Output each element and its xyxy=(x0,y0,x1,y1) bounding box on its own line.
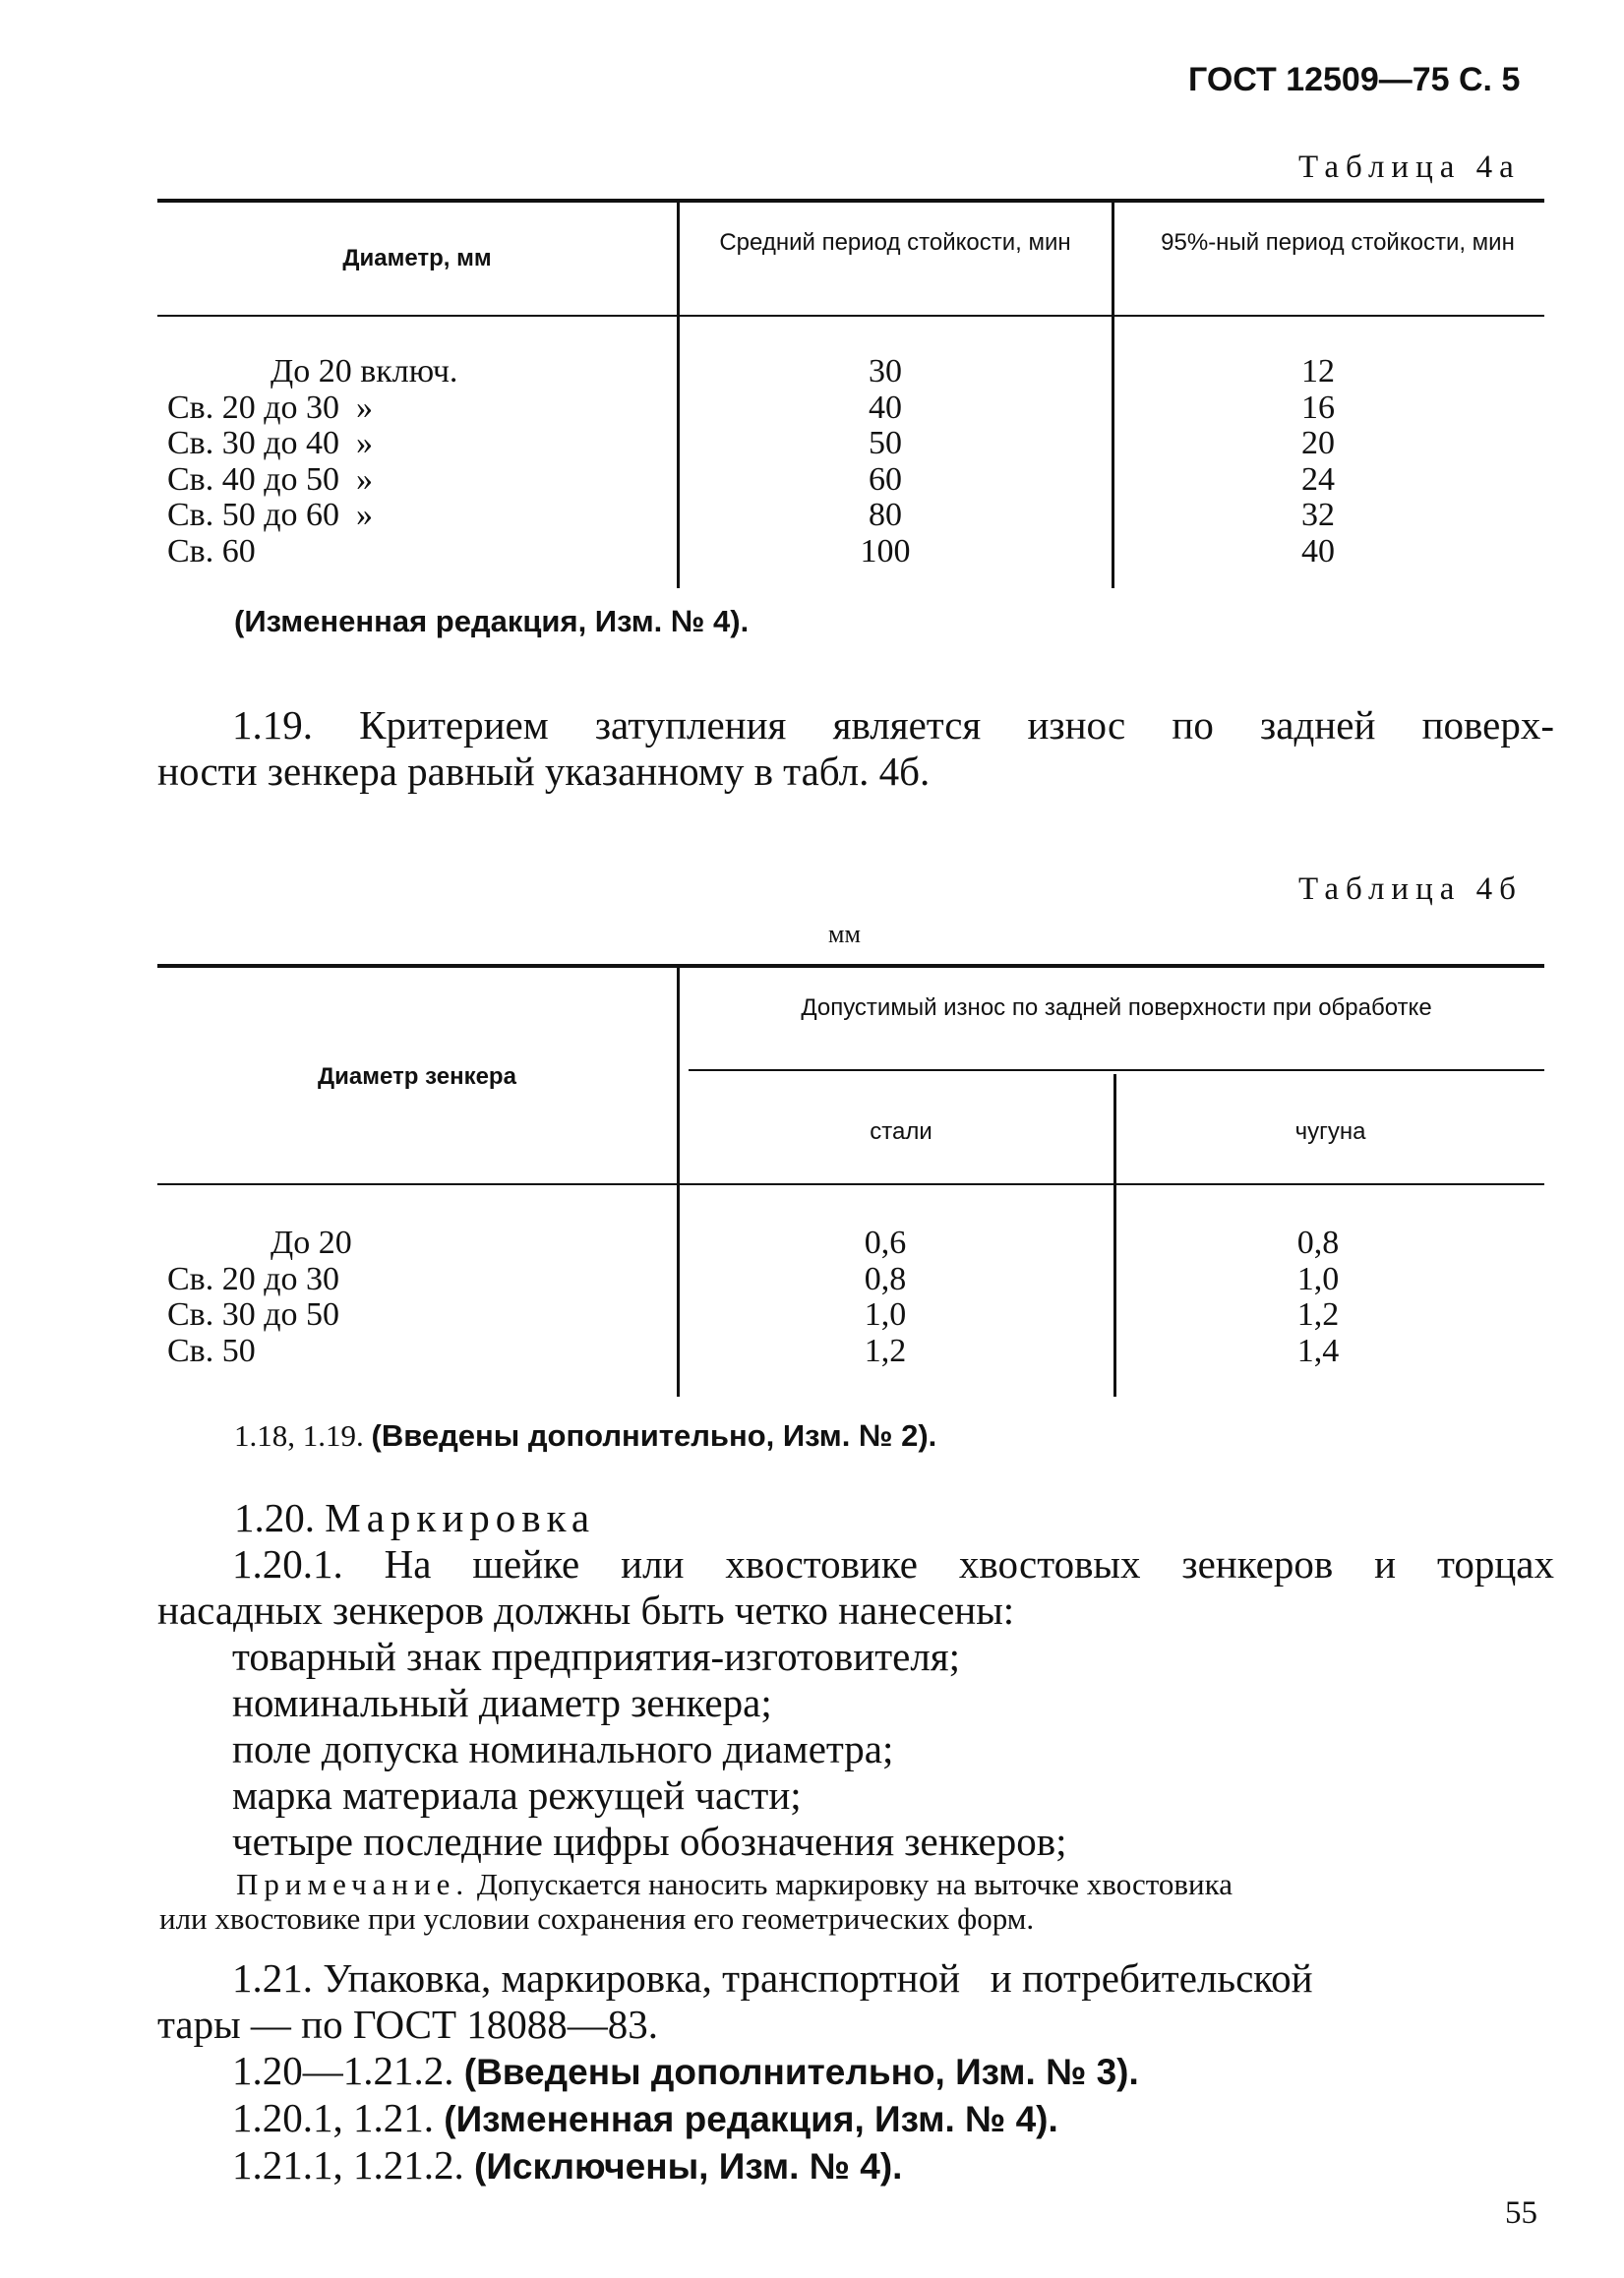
table-cell: 20 xyxy=(1301,425,1335,461)
table-4b-divider-1 xyxy=(677,968,680,1397)
list-item: четыре последние цифры обозначения зенкеров; xyxy=(232,1819,1067,1864)
list-item: номинальный диаметр зенкера; xyxy=(232,1680,772,1725)
page-header: ГОСТ 12509—75 С. 5 xyxy=(1188,61,1521,98)
table-cell: 40 xyxy=(1301,532,1335,570)
table-cell: До 20 xyxy=(271,1225,352,1261)
table-4a-caption: Таблица 4а xyxy=(1298,150,1521,185)
table-4b-caption: Таблица 4б xyxy=(1298,871,1523,907)
list-item: марка материала режущей части; xyxy=(232,1772,802,1818)
ref-prefix: 1.21.1, 1.21.2. xyxy=(232,2142,474,2188)
paragraph-line: 1.21. Упаковка, маркировка, транспортной и потребительской xyxy=(232,1955,1313,2001)
table-cell: Св. 60 xyxy=(167,532,256,570)
table-cell: 50 xyxy=(869,425,902,461)
table-4a-header-95: 95%-ный период стойкости, мин xyxy=(1161,229,1515,256)
table-4b-header-rule xyxy=(157,1183,1544,1185)
table-cell: 40 xyxy=(869,389,902,426)
table-cell: 24 xyxy=(1301,460,1335,498)
paragraph-line: тары — по ГОСТ 18088—83. xyxy=(157,2002,659,2047)
paragraph-1-20-1 xyxy=(157,1541,1554,1634)
ref-bold: (Измененная редакция, Изм. № 4). xyxy=(444,2099,1058,2139)
table-cell: 60 xyxy=(869,460,902,498)
table-cell: Св. 40 до 50 » xyxy=(167,460,374,498)
list-item: товарный знак предприятия-изготовителя; xyxy=(232,1634,961,1679)
table-4b-col-diameter xyxy=(167,1226,659,1369)
table-4b-header-steel: стали xyxy=(870,1118,932,1145)
ref-prefix: 1.20—1.21.2. xyxy=(232,2048,464,2093)
table-4a-col-diameter xyxy=(167,354,659,570)
table-cell: 100 xyxy=(860,532,911,570)
table-4b-col-steel xyxy=(787,1226,984,1369)
table-cell: 0,8 xyxy=(864,1260,907,1297)
table-4b-header-group: Допустимый износ по задней поверхности при обработке xyxy=(801,994,1432,1021)
table-cell: 0,8 xyxy=(1296,1225,1340,1261)
table-4a-header-mean: Средний период стойкости, мин xyxy=(719,229,1071,256)
table-cell: Св. 50 xyxy=(167,1332,256,1369)
note-block xyxy=(159,1867,1554,1936)
section-title: Маркировка xyxy=(325,1495,596,1540)
note-prefix: 1.18, 1.19. xyxy=(234,1418,372,1453)
table-cell: 32 xyxy=(1301,497,1335,533)
table-4a-header-rule xyxy=(157,315,1544,317)
table-4b-note xyxy=(234,1418,936,1454)
table-cell: Св. 30 до 40 » xyxy=(167,425,374,461)
table-4b-top-rule xyxy=(157,964,1544,968)
table-cell: 30 xyxy=(869,353,902,390)
paragraph-line: насадных зенкеров должны быть четко нанесены: xyxy=(157,1588,1015,1633)
table-4b-header-iron: чугуна xyxy=(1294,1118,1366,1145)
table-cell: 16 xyxy=(1301,389,1335,426)
note-line: или хвостовике при условии сохранения его геометрических форм. xyxy=(159,1901,1035,1936)
note-text: Допускается наносить маркировку на выточке хвостовика xyxy=(469,1867,1233,1901)
section-1-20-title xyxy=(234,1495,595,1541)
table-4a-col-95 xyxy=(1220,354,1416,570)
table-cell: Св. 30 до 50 xyxy=(167,1296,340,1333)
reference-line xyxy=(157,2048,1313,2095)
paragraph-line: 1.20.1. На шейке или хвостовике хвостовых зенкеров и торцах xyxy=(232,1541,1554,1587)
note-bold: (Введены дополнительно, Изм. № 2). xyxy=(371,1418,937,1453)
ref-bold: (Исключены, Изм. № 4). xyxy=(474,2146,903,2187)
table-cell: Св. 20 до 30 » xyxy=(167,389,374,426)
reference-line xyxy=(157,2142,1313,2189)
table-4b-group-rule xyxy=(689,1069,1544,1071)
ref-prefix: 1.20.1, 1.21. xyxy=(232,2095,445,2140)
table-4b-col-iron xyxy=(1220,1226,1416,1369)
table-cell: 1,2 xyxy=(1296,1296,1340,1333)
table-4a-note: (Измененная редакция, Изм. № 4). xyxy=(234,604,750,638)
ref-bold: (Введены дополнительно, Изм. № 3). xyxy=(463,2052,1139,2092)
table-cell: 1,0 xyxy=(864,1296,907,1333)
table-4a-col-mean xyxy=(787,354,984,570)
page-number: 55 xyxy=(1505,2195,1537,2231)
paragraph-line: ности зенкера равный указанному в табл. 4б. xyxy=(157,749,931,794)
table-4b-unit: мм xyxy=(828,920,861,948)
table-cell: 12 xyxy=(1301,353,1335,390)
table-cell: 0,6 xyxy=(864,1225,907,1261)
paragraph-line: 1.19. Критерием затупления является износ по задней поверх- xyxy=(232,702,1554,748)
table-cell: 1,2 xyxy=(864,1332,907,1369)
list-item: поле допуска номинального диаметра; xyxy=(232,1726,894,1771)
table-cell: До 20 включ. xyxy=(271,353,458,390)
paragraph-1-19 xyxy=(157,702,1554,795)
table-cell: Св. 50 до 60 » xyxy=(167,497,374,533)
table-cell: 1,4 xyxy=(1296,1332,1340,1369)
table-cell: 1,0 xyxy=(1296,1260,1340,1297)
marking-list xyxy=(232,1634,1067,1865)
table-cell: 80 xyxy=(869,497,902,533)
table-4b-header-diameter: Диаметр зенкера xyxy=(318,1063,516,1090)
table-4a-divider-1 xyxy=(677,203,680,588)
table-4a-header-diameter: Диаметр, мм xyxy=(342,245,492,271)
reference-line xyxy=(157,2095,1313,2142)
table-4a-top-rule xyxy=(157,199,1544,203)
section-1-21 xyxy=(157,1955,1313,2189)
note-label: Примечание. xyxy=(236,1867,470,1901)
table-4a-divider-2 xyxy=(1112,203,1114,588)
section-number: 1.20. xyxy=(234,1495,326,1540)
table-cell: Св. 20 до 30 xyxy=(167,1260,340,1297)
note-line xyxy=(236,1867,1554,1901)
